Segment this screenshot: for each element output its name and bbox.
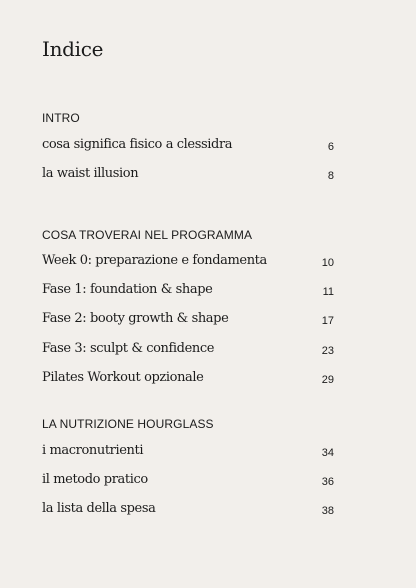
toc-entry[interactable]	[42, 311, 334, 329]
toc-entry[interactable]	[42, 253, 334, 271]
toc-entry-label: Week 0: preparazione e fondamenta	[42, 253, 267, 268]
toc-entry[interactable]	[42, 472, 334, 490]
toc-entry-page: 8	[327, 170, 334, 182]
toc-entry[interactable]	[42, 137, 334, 155]
toc-entry-page: 34	[321, 447, 334, 459]
toc-entry-page: 23	[321, 345, 334, 357]
toc-entry[interactable]	[42, 443, 334, 461]
toc-entry-page: 36	[321, 476, 334, 488]
toc-entry-label: Fase 1: foundation & shape	[42, 282, 213, 297]
toc-entry-page: 29	[321, 374, 334, 386]
toc-entry[interactable]	[42, 370, 334, 388]
toc-entry-label: Fase 2: booty growth & shape	[42, 311, 229, 326]
toc-entry-page: 38	[321, 505, 334, 517]
toc-entry-page: 11	[322, 286, 334, 298]
toc-entry-label: cosa significa fisico a clessidra	[42, 137, 233, 152]
toc-entry-page: 17	[321, 315, 334, 327]
toc-entry-label: i macronutrienti	[42, 443, 144, 458]
section-title-programma: COSA TROVERAI NEL PROGRAMMA	[42, 228, 253, 242]
section-title-intro: INTRO	[42, 111, 80, 125]
toc-entry[interactable]	[42, 341, 334, 359]
toc-entry-page: 6	[327, 141, 334, 153]
toc-entry-label: la waist illusion	[42, 166, 139, 181]
toc-entry-page: 10	[321, 257, 334, 269]
section-title-nutrizione: LA NUTRIZIONE HOURGLASS	[42, 417, 214, 431]
toc-entry-label: la lista della spesa	[42, 501, 156, 516]
toc-entry[interactable]	[42, 282, 334, 300]
toc-entry[interactable]	[42, 501, 334, 519]
page-title: Indice	[42, 37, 104, 61]
toc-entry[interactable]	[42, 166, 334, 184]
toc-entry-label: il metodo pratico	[42, 472, 148, 487]
toc-entry-label: Pilates Workout opzionale	[42, 370, 204, 385]
toc-entry-label: Fase 3: sculpt & confidence	[42, 341, 215, 356]
